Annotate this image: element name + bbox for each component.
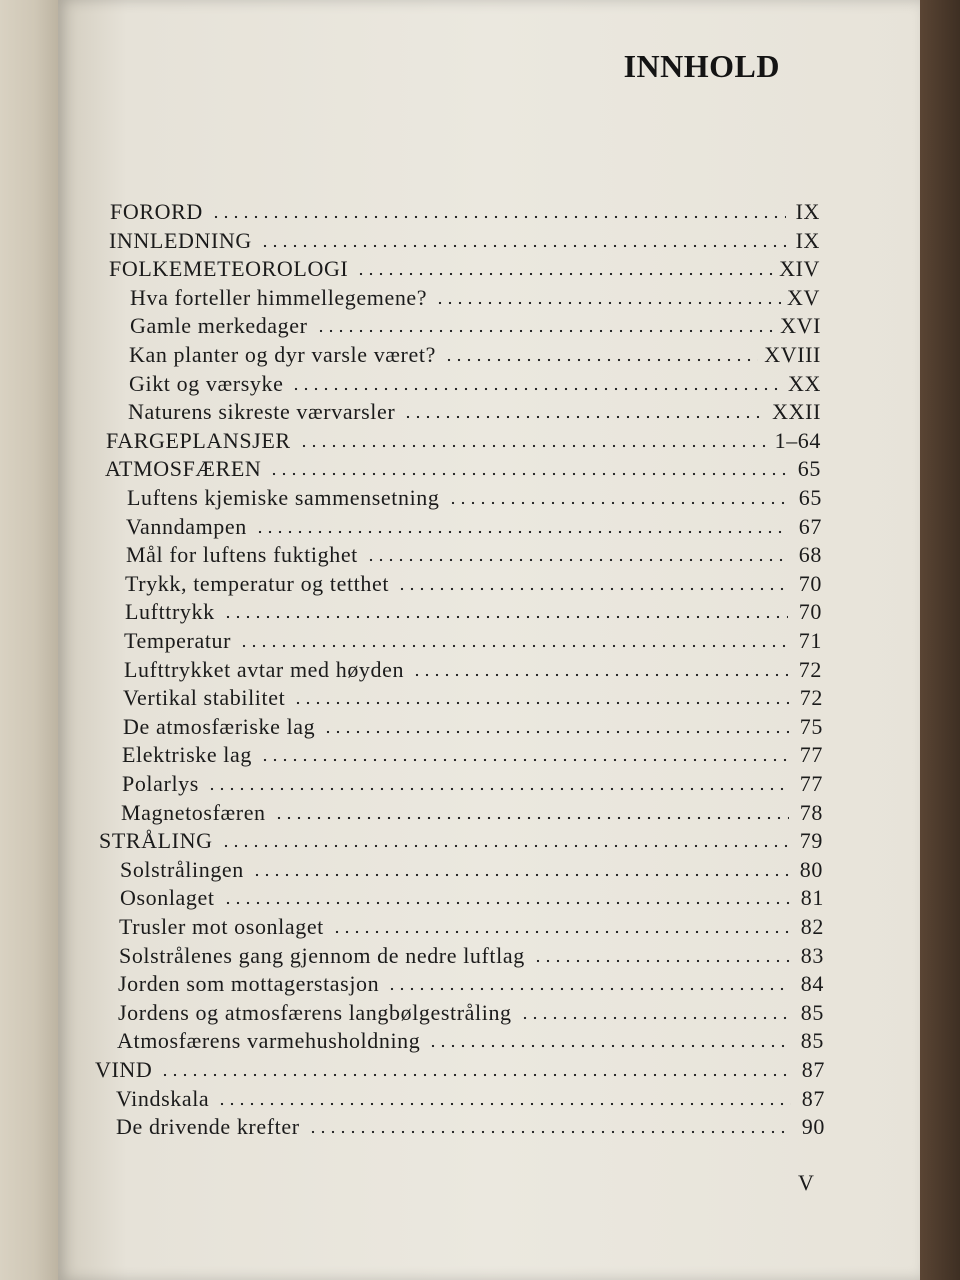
toc-entry-page: XXII <box>772 399 821 424</box>
dot-leader <box>221 844 789 848</box>
toc-section-row <box>129 370 821 398</box>
toc-section-row <box>119 913 824 941</box>
toc-chapter-row <box>110 198 820 226</box>
toc-chapter-row <box>95 1056 825 1084</box>
page-title: INNHOLD <box>623 48 780 84</box>
toc-entry-page: 83 <box>800 943 824 968</box>
toc-entry-label: ATMOSFÆREN <box>105 456 262 481</box>
dot-leader <box>428 1044 790 1048</box>
toc-entry-page: XX <box>788 371 821 396</box>
toc-entry-page: 84 <box>800 971 824 996</box>
toc-entry-page: 72 <box>799 685 823 710</box>
toc-entry-label: Solstrålingen <box>120 857 244 882</box>
toc-entry-label: FOLKEMETEOROLOGI <box>109 256 349 281</box>
toc-section-row <box>118 970 824 998</box>
toc-section-row <box>127 484 822 512</box>
toc-section-row <box>121 799 823 827</box>
toc-entry-page: 77 <box>799 771 823 796</box>
toc-entry-label: Lufttrykk <box>125 599 215 624</box>
toc-section-row <box>120 856 823 884</box>
toc-entry-label: Gikt og værsyke <box>129 371 284 396</box>
toc-entry-page: 82 <box>800 914 824 939</box>
toc-entry-label: Atmosfærens varmehusholdning <box>117 1028 421 1053</box>
toc-section-row <box>126 513 822 541</box>
toc-entry-label: Vertikal stabilitet <box>123 685 286 710</box>
dot-leader <box>533 959 790 963</box>
toc-entry-label: Trusler mot osonlaget <box>119 914 324 939</box>
toc-entry-label: De drivende krefter <box>116 1114 300 1139</box>
toc-entry-page: 71 <box>798 628 822 653</box>
toc-section-row <box>116 1113 825 1141</box>
dot-leader <box>239 644 788 648</box>
toc-entry-label: Solstrålenes gang gjennom de nedre luftlag <box>119 943 525 968</box>
toc-entry-page: XV <box>787 285 820 310</box>
toc-entry-page: 65 <box>798 485 822 510</box>
toc-entry-page: 81 <box>800 885 824 910</box>
toc-entry-label: Polarlys <box>122 771 199 796</box>
toc-entry-label: FARGEPLANSJER <box>106 428 291 453</box>
dot-leader <box>387 987 790 991</box>
dot-leader <box>291 387 782 391</box>
toc-entry-page: 79 <box>799 828 823 853</box>
dot-leader <box>260 244 786 248</box>
book-spine-gutter <box>0 0 58 1280</box>
toc-entry-label: Hva forteller himmellegemene? <box>130 285 428 310</box>
dot-leader <box>223 615 788 619</box>
toc-section-row <box>116 1085 825 1113</box>
toc-entry-label: Kan planter og dyr varsle været? <box>129 342 436 367</box>
table-surface <box>920 0 960 1280</box>
toc-entry-page: XVI <box>780 313 821 338</box>
toc-section-row <box>128 398 821 426</box>
toc-entry-label: Temperatur <box>124 628 232 653</box>
toc-entry-page: 72 <box>798 657 822 682</box>
dot-leader <box>269 472 787 476</box>
toc-section-row <box>124 627 822 655</box>
toc-entry-page: 75 <box>799 714 823 739</box>
toc-entry-label: Magnetosfæren <box>121 800 266 825</box>
toc-entry-label: Jordens og atmosfærens langbølgestråling <box>118 1000 512 1025</box>
toc-entry-page: 65 <box>797 456 821 481</box>
toc-entry-page: XIV <box>779 256 820 281</box>
toc-section-row <box>130 312 821 340</box>
dot-leader <box>448 501 789 505</box>
dot-leader <box>520 1016 790 1020</box>
toc-entry-label: Elektriske lag <box>122 742 252 767</box>
book-page <box>58 0 920 1280</box>
toc-entry-label: Vanndampen <box>126 514 247 539</box>
dot-leader <box>435 301 781 305</box>
toc-entry-page: IX <box>795 228 820 253</box>
dot-leader <box>308 1130 791 1134</box>
dot-leader <box>255 530 788 534</box>
dot-leader <box>223 901 790 905</box>
toc-entry-page: 78 <box>799 800 823 825</box>
dot-leader <box>252 873 789 877</box>
toc-entry-page: 68 <box>798 542 822 567</box>
dot-leader <box>356 272 773 276</box>
toc-entry-page: 80 <box>799 857 823 882</box>
toc-chapter-row <box>105 455 821 483</box>
dot-leader <box>160 1073 791 1077</box>
toc-entry-page: 87 <box>801 1057 825 1082</box>
dot-leader <box>260 758 789 762</box>
toc-section-row <box>122 741 823 769</box>
toc-chapter-row <box>106 427 821 455</box>
dot-leader <box>316 329 775 333</box>
toc-entry-label: VIND <box>95 1057 153 1082</box>
toc-entry-label: FORORD <box>110 199 203 224</box>
toc-chapter-row <box>109 255 820 283</box>
dot-leader <box>323 730 789 734</box>
dot-leader <box>217 1102 791 1106</box>
dot-leader <box>403 415 766 419</box>
toc-entry-page: 70 <box>798 571 822 596</box>
toc-entry-page: 85 <box>800 1000 824 1025</box>
toc-entry-label: Osonlaget <box>120 885 215 910</box>
page-number: V <box>798 1170 814 1195</box>
toc-section-row <box>120 884 824 912</box>
toc-entry-label: Naturens sikreste værvarsler <box>128 399 396 424</box>
toc-entry-label: INNLEDNING <box>109 228 252 253</box>
toc-section-row <box>117 1027 824 1055</box>
toc-entry-page: 90 <box>801 1114 825 1139</box>
dot-leader <box>444 358 758 362</box>
toc-section-row <box>123 684 823 712</box>
toc-entry-page: XVIII <box>764 342 821 367</box>
toc-section-row <box>118 999 824 1027</box>
toc-section-row <box>125 598 822 626</box>
toc-entry-label: Lufttrykket avtar med høyden <box>124 657 405 682</box>
toc-entry-label: STRÅLING <box>99 828 213 853</box>
toc-entry-page: IX <box>795 199 820 224</box>
toc-section-row <box>122 770 823 798</box>
dot-leader <box>299 444 769 448</box>
toc-chapter-row <box>99 827 823 855</box>
toc-entry-label: De atmosfæriske lag <box>123 714 316 739</box>
toc-entry-page: 87 <box>801 1086 825 1111</box>
dot-leader <box>211 215 786 219</box>
toc-section-row <box>124 656 822 684</box>
toc-section-row <box>119 942 824 970</box>
toc-section-row <box>129 341 821 369</box>
toc-entry-label: Mål for luftens fuktighet <box>126 542 358 567</box>
dot-leader <box>366 558 788 562</box>
dot-leader <box>397 587 788 591</box>
toc-entry-page: 67 <box>798 514 822 539</box>
dot-leader <box>293 701 789 705</box>
dot-leader <box>274 816 789 820</box>
toc-section-row <box>123 713 823 741</box>
toc-entry-page: 70 <box>798 599 822 624</box>
toc-entry-label: Jorden som mottagerstasjon <box>118 971 380 996</box>
toc-entry-label: Luftens kjemiske sammensetning <box>127 485 440 510</box>
toc-entry-page: 1–64 <box>774 428 821 453</box>
toc-entry-label: Trykk, temperatur og tetthet <box>125 571 390 596</box>
toc-section-row <box>130 284 820 312</box>
dot-leader <box>412 673 788 677</box>
dot-leader <box>207 787 789 791</box>
toc-entry-page: 77 <box>799 742 823 767</box>
toc-section-row <box>126 541 822 569</box>
toc-chapter-row <box>109 227 820 255</box>
toc-section-row <box>125 570 822 598</box>
dot-leader <box>332 930 790 934</box>
toc-entry-label: Vindskala <box>116 1086 210 1111</box>
toc-entry-page: 85 <box>800 1028 824 1053</box>
toc-entry-label: Gamle merkedager <box>130 313 308 338</box>
